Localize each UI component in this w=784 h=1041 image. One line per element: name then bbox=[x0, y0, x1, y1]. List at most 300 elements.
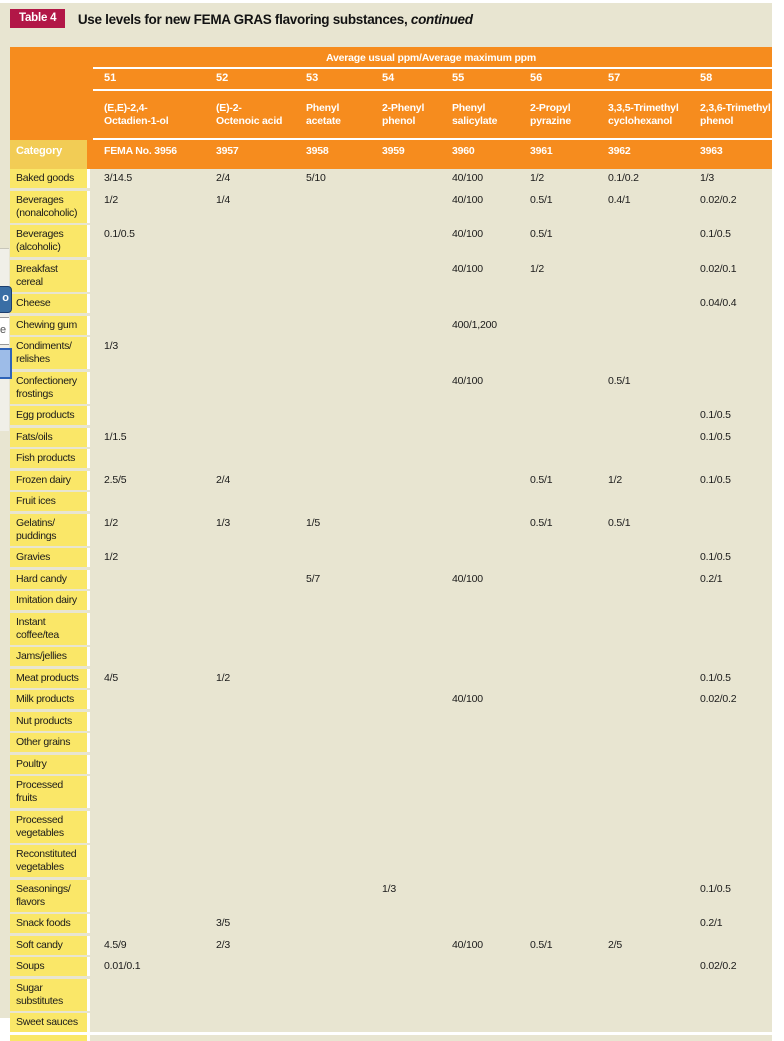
value-cell bbox=[202, 957, 292, 976]
table-row bbox=[10, 548, 772, 567]
value-cell bbox=[202, 845, 292, 877]
value-cell bbox=[516, 776, 594, 808]
value-cell: 40/100 bbox=[438, 260, 516, 292]
value-cell: 4/5 bbox=[90, 669, 202, 688]
value-cell: 40/100 bbox=[438, 191, 516, 223]
table-row bbox=[10, 979, 772, 1011]
value-cell bbox=[438, 514, 516, 546]
table-row bbox=[10, 669, 772, 688]
value-cell bbox=[594, 880, 686, 912]
value-cell bbox=[438, 880, 516, 912]
value-cell bbox=[594, 337, 686, 369]
value-cell bbox=[438, 811, 516, 843]
category-cell: Other grains bbox=[10, 733, 90, 752]
value-cell bbox=[594, 669, 686, 688]
value-cell bbox=[686, 647, 772, 666]
value-cell bbox=[516, 979, 594, 1011]
document-page bbox=[0, 3, 772, 1028]
value-cell bbox=[202, 1013, 292, 1032]
value-cell bbox=[292, 428, 368, 447]
value-cell bbox=[438, 591, 516, 610]
value-cell bbox=[292, 1013, 368, 1032]
value-cell: 1/4 bbox=[202, 191, 292, 223]
fema-number: 3959 bbox=[382, 145, 405, 157]
value-cell bbox=[90, 613, 202, 645]
value-cell bbox=[516, 733, 594, 752]
table-row bbox=[10, 260, 772, 292]
table-row bbox=[10, 492, 772, 511]
value-cell: 0.5/1 bbox=[516, 936, 594, 955]
category-cell: Processed fruits bbox=[10, 776, 90, 808]
value-cell bbox=[516, 613, 594, 645]
value-cell: 1/1.5 bbox=[90, 428, 202, 447]
value-cell bbox=[292, 957, 368, 976]
value-cell bbox=[438, 613, 516, 645]
table-row bbox=[10, 225, 772, 257]
value-cell bbox=[686, 712, 772, 731]
value-cell bbox=[368, 428, 438, 447]
value-cell bbox=[368, 548, 438, 567]
value-cell: 2/4 bbox=[202, 169, 292, 188]
substance-name-line2: phenol bbox=[382, 115, 416, 127]
value-cell: 3/5 bbox=[202, 914, 292, 933]
table-number-badge: Table 4 bbox=[10, 9, 65, 28]
value-cell: 0.2/1 bbox=[686, 914, 772, 933]
value-cell bbox=[686, 372, 772, 404]
category-cell: Soft candy bbox=[10, 936, 90, 955]
value-cell bbox=[292, 647, 368, 666]
value-cell bbox=[594, 957, 686, 976]
category-cell: Processed vegetables bbox=[10, 811, 90, 843]
table-row bbox=[10, 570, 772, 589]
fema-number: 3957 bbox=[216, 145, 239, 157]
category-column-header: Category bbox=[10, 140, 87, 169]
category-cell: Soups bbox=[10, 957, 90, 976]
value-cell: 0.5/1 bbox=[594, 514, 686, 546]
substance-name-line2: acetate bbox=[306, 115, 341, 127]
value-cell: 1/2 bbox=[90, 191, 202, 223]
value-cell bbox=[292, 712, 368, 731]
span-header: Average usual ppm/Average maximum ppm bbox=[325, 52, 537, 64]
value-cell bbox=[368, 914, 438, 933]
table-header-block bbox=[10, 47, 772, 169]
value-cell bbox=[438, 755, 516, 774]
value-cell bbox=[90, 690, 202, 709]
category-cell: Fish products bbox=[10, 449, 90, 468]
value-cell bbox=[686, 514, 772, 546]
value-cell bbox=[686, 337, 772, 369]
column-number: 57 bbox=[608, 72, 621, 84]
value-cell bbox=[686, 845, 772, 877]
value-cell bbox=[292, 845, 368, 877]
table-row bbox=[10, 936, 772, 955]
value-cell: 0.5/1 bbox=[516, 514, 594, 546]
table-row bbox=[10, 1013, 772, 1032]
value-cell: 0.02/0.1 bbox=[686, 260, 772, 292]
value-cell bbox=[292, 755, 368, 774]
value-cell bbox=[516, 880, 594, 912]
fema-number: 3958 bbox=[306, 145, 329, 157]
value-cell bbox=[516, 337, 594, 369]
background-button-fragment[interactable]: o bbox=[0, 286, 12, 313]
column-number: 55 bbox=[452, 72, 465, 84]
value-cell bbox=[292, 337, 368, 369]
table-row bbox=[10, 514, 772, 546]
value-cell bbox=[368, 449, 438, 468]
column-number: 58 bbox=[700, 72, 713, 84]
value-cell bbox=[368, 647, 438, 666]
table-row bbox=[10, 845, 772, 877]
value-cell bbox=[202, 712, 292, 731]
value-cell bbox=[368, 712, 438, 731]
value-cell: 1/3 bbox=[90, 337, 202, 369]
value-cell bbox=[438, 914, 516, 933]
fema-number: 3962 bbox=[608, 145, 631, 157]
value-cell: 40/100 bbox=[438, 372, 516, 404]
value-cell bbox=[292, 449, 368, 468]
value-cell bbox=[368, 613, 438, 645]
value-cell: 1/2 bbox=[516, 169, 594, 188]
category-cell: Baked goods bbox=[10, 169, 90, 188]
value-cell bbox=[292, 811, 368, 843]
table-row bbox=[10, 406, 772, 425]
fema-number: 3960 bbox=[452, 145, 475, 157]
value-cell bbox=[438, 776, 516, 808]
value-cell: 1/3 bbox=[368, 880, 438, 912]
table-row bbox=[10, 811, 772, 843]
value-cell bbox=[594, 979, 686, 1011]
value-cell bbox=[292, 776, 368, 808]
value-cell bbox=[90, 449, 202, 468]
value-cell: 40/100 bbox=[438, 570, 516, 589]
value-cell: 1/2 bbox=[594, 471, 686, 490]
value-cell bbox=[438, 337, 516, 369]
value-cell bbox=[292, 372, 368, 404]
value-cell: 0.1/0.5 bbox=[686, 225, 772, 257]
category-cell: Nut products bbox=[10, 712, 90, 731]
value-cell: 0.5/1 bbox=[516, 191, 594, 223]
value-cell: 1/2 bbox=[90, 514, 202, 546]
value-cell bbox=[516, 570, 594, 589]
value-cell bbox=[292, 260, 368, 292]
value-cell: 1/2 bbox=[90, 548, 202, 567]
substance-name-line2: pyrazine bbox=[530, 115, 571, 127]
value-cell bbox=[516, 957, 594, 976]
substance-name-line1: 3,3,5-Trimethyl bbox=[608, 102, 679, 114]
value-cell bbox=[368, 492, 438, 511]
value-cell bbox=[368, 514, 438, 546]
value-cell bbox=[292, 548, 368, 567]
category-cell: Sugar substitutes bbox=[10, 979, 90, 1011]
value-cell bbox=[368, 936, 438, 955]
value-cell bbox=[202, 316, 292, 335]
fema-numbers-row bbox=[10, 140, 772, 169]
substance-name bbox=[686, 102, 772, 138]
value-cell bbox=[368, 690, 438, 709]
table-row bbox=[10, 591, 772, 610]
table-row bbox=[10, 776, 772, 808]
value-cell bbox=[516, 647, 594, 666]
value-cell bbox=[202, 979, 292, 1011]
value-cell bbox=[202, 260, 292, 292]
value-cell bbox=[594, 428, 686, 447]
value-cell: 0.2/1 bbox=[686, 570, 772, 589]
value-cell: 2/5 bbox=[594, 936, 686, 955]
value-cell: 1/3 bbox=[686, 169, 772, 188]
value-cell bbox=[292, 669, 368, 688]
table-row bbox=[10, 191, 772, 223]
value-cell: 1/3 bbox=[202, 514, 292, 546]
value-cell bbox=[90, 733, 202, 752]
value-cell bbox=[368, 260, 438, 292]
value-cell bbox=[516, 712, 594, 731]
value-cell: 40/100 bbox=[438, 225, 516, 257]
value-cell bbox=[368, 733, 438, 752]
substance-name bbox=[594, 102, 686, 138]
value-cell bbox=[368, 669, 438, 688]
category-cell: Seasonings/ flavors bbox=[10, 880, 90, 912]
value-cell: 1/2 bbox=[202, 669, 292, 688]
value-cell bbox=[90, 712, 202, 731]
value-cell bbox=[292, 191, 368, 223]
category-cell: Fruit ices bbox=[10, 492, 90, 511]
value-cell bbox=[516, 755, 594, 774]
value-cell: 0.02/0.2 bbox=[686, 191, 772, 223]
value-cell: 0.04/0.4 bbox=[686, 294, 772, 313]
fema-number: FEMA No. 3956 bbox=[104, 145, 177, 157]
value-cell bbox=[90, 755, 202, 774]
column-number: 53 bbox=[306, 72, 319, 84]
value-cell bbox=[438, 712, 516, 731]
value-cell bbox=[202, 548, 292, 567]
value-cell bbox=[202, 613, 292, 645]
value-cell bbox=[516, 316, 594, 335]
value-cell bbox=[516, 669, 594, 688]
value-cell bbox=[516, 372, 594, 404]
table-row bbox=[10, 428, 772, 447]
value-cell bbox=[594, 647, 686, 666]
value-cell bbox=[202, 570, 292, 589]
value-cell bbox=[686, 979, 772, 1011]
value-cell bbox=[516, 294, 594, 313]
substance-name-line2: Octenoic acid bbox=[216, 115, 283, 127]
value-cell: 1/2 bbox=[516, 260, 594, 292]
category-cell: Sweet sauces bbox=[10, 1013, 90, 1032]
fema-number: 3963 bbox=[700, 145, 723, 157]
table-row bbox=[10, 914, 772, 933]
value-cell bbox=[686, 613, 772, 645]
value-cell bbox=[292, 294, 368, 313]
value-cell bbox=[202, 811, 292, 843]
substance-name bbox=[90, 102, 202, 138]
value-cell bbox=[516, 492, 594, 511]
value-cell bbox=[438, 548, 516, 567]
value-cell bbox=[686, 449, 772, 468]
value-cell bbox=[438, 647, 516, 666]
value-cell: 0.1/0.5 bbox=[90, 225, 202, 257]
value-cell bbox=[90, 570, 202, 589]
substance-name bbox=[368, 102, 438, 138]
value-cell bbox=[90, 492, 202, 511]
value-cell bbox=[686, 492, 772, 511]
table-row bbox=[10, 613, 772, 645]
category-cell: Fats/oils bbox=[10, 428, 90, 447]
column-number: 54 bbox=[382, 72, 395, 84]
value-cell bbox=[686, 936, 772, 955]
value-cell bbox=[438, 979, 516, 1011]
value-cell: 0.1/0.5 bbox=[686, 669, 772, 688]
value-cell bbox=[686, 776, 772, 808]
category-cell: Frozen dairy bbox=[10, 471, 90, 490]
value-cell: 0.5/1 bbox=[594, 372, 686, 404]
value-cell bbox=[686, 316, 772, 335]
table-row bbox=[10, 647, 772, 666]
value-cell: 0.1/0.2 bbox=[594, 169, 686, 188]
value-cell: 0.1/0.5 bbox=[686, 471, 772, 490]
value-cell bbox=[594, 776, 686, 808]
value-cell bbox=[438, 733, 516, 752]
value-cell bbox=[202, 647, 292, 666]
value-cell bbox=[594, 548, 686, 567]
value-cell bbox=[594, 755, 686, 774]
category-cell: Meat products bbox=[10, 669, 90, 688]
value-cell bbox=[594, 733, 686, 752]
value-cell bbox=[516, 690, 594, 709]
value-cell bbox=[438, 449, 516, 468]
table-title bbox=[70, 9, 473, 27]
value-cell bbox=[594, 406, 686, 425]
value-cell bbox=[202, 449, 292, 468]
value-cell bbox=[202, 776, 292, 808]
value-cell bbox=[516, 811, 594, 843]
substance-name-line2: cyclohexanol bbox=[608, 115, 673, 127]
value-cell bbox=[594, 570, 686, 589]
value-cell bbox=[368, 372, 438, 404]
value-cell bbox=[90, 591, 202, 610]
value-cell bbox=[594, 845, 686, 877]
category-cell: Snack foods bbox=[10, 914, 90, 933]
value-cell bbox=[438, 294, 516, 313]
value-cell: 2/4 bbox=[202, 471, 292, 490]
value-cell bbox=[686, 733, 772, 752]
value-cell bbox=[202, 492, 292, 511]
value-cell bbox=[438, 492, 516, 511]
column-numbers-row bbox=[10, 69, 772, 89]
table-row bbox=[10, 880, 772, 912]
value-cell bbox=[292, 316, 368, 335]
value-cell: 40/100 bbox=[438, 690, 516, 709]
substance-name-line1: (E)-2- bbox=[216, 102, 242, 114]
value-cell bbox=[686, 755, 772, 774]
value-cell bbox=[368, 406, 438, 425]
value-cell bbox=[202, 372, 292, 404]
substance-name-line1: 2,3,6-Trimethyl bbox=[700, 102, 771, 114]
table-row bbox=[10, 337, 772, 369]
table-row bbox=[10, 712, 772, 731]
value-cell bbox=[594, 690, 686, 709]
value-cell bbox=[594, 591, 686, 610]
substance-name bbox=[292, 102, 368, 138]
value-cell bbox=[516, 406, 594, 425]
value-cell bbox=[90, 260, 202, 292]
value-cell bbox=[438, 1013, 516, 1032]
bottom-strip-beige bbox=[90, 1035, 772, 1041]
table-row bbox=[10, 957, 772, 976]
value-cell bbox=[202, 406, 292, 425]
value-cell bbox=[292, 979, 368, 1011]
table-row bbox=[10, 449, 772, 468]
value-cell: 40/100 bbox=[438, 936, 516, 955]
value-cell bbox=[368, 1013, 438, 1032]
substance-name bbox=[516, 102, 594, 138]
value-cell bbox=[368, 316, 438, 335]
substance-names-row bbox=[10, 91, 772, 138]
table-row bbox=[10, 690, 772, 709]
category-cell: Instant coffee/tea bbox=[10, 613, 90, 645]
value-cell bbox=[292, 914, 368, 933]
value-cell bbox=[594, 492, 686, 511]
value-cell bbox=[438, 406, 516, 425]
value-cell bbox=[438, 669, 516, 688]
table-body bbox=[10, 169, 772, 1041]
substance-name-line2: salicylate bbox=[452, 115, 498, 127]
category-cell: Hard candy bbox=[10, 570, 90, 589]
fema-number: 3961 bbox=[530, 145, 553, 157]
substance-name-line2: phenol bbox=[700, 115, 734, 127]
value-cell: 0.1/0.5 bbox=[686, 548, 772, 567]
value-cell bbox=[292, 936, 368, 955]
table-row bbox=[10, 471, 772, 490]
category-cell: Gelatins/ puddings bbox=[10, 514, 90, 546]
table-row bbox=[10, 372, 772, 404]
value-cell: 2.5/5 bbox=[90, 471, 202, 490]
category-cell: Condiments/ relishes bbox=[10, 337, 90, 369]
table-bottom-strip bbox=[10, 1035, 772, 1041]
background-button2-fragment[interactable] bbox=[0, 348, 12, 379]
column-number: 51 bbox=[104, 72, 117, 84]
value-cell bbox=[368, 225, 438, 257]
substance-name-line1: Phenyl bbox=[452, 102, 486, 114]
value-cell bbox=[368, 471, 438, 490]
value-cell bbox=[90, 316, 202, 335]
value-cell bbox=[368, 191, 438, 223]
column-number: 52 bbox=[216, 72, 229, 84]
category-cell: Beverages (nonalcoholic) bbox=[10, 191, 90, 223]
value-cell: 0.02/0.2 bbox=[686, 690, 772, 709]
category-cell: Reconstituted vegetables bbox=[10, 845, 90, 877]
table-row bbox=[10, 294, 772, 313]
value-cell bbox=[594, 1013, 686, 1032]
value-cell bbox=[202, 690, 292, 709]
substance-name bbox=[202, 102, 292, 138]
value-cell bbox=[292, 471, 368, 490]
value-cell bbox=[686, 811, 772, 843]
value-cell bbox=[686, 1013, 772, 1032]
value-cell bbox=[90, 979, 202, 1011]
value-cell bbox=[292, 733, 368, 752]
table-title-continued: continued bbox=[410, 12, 473, 27]
column-number-spacer bbox=[10, 72, 90, 89]
value-cell bbox=[368, 957, 438, 976]
substance-name bbox=[438, 102, 516, 138]
value-cell bbox=[594, 294, 686, 313]
value-cell bbox=[292, 880, 368, 912]
value-cell bbox=[516, 845, 594, 877]
category-cell: Chewing gum bbox=[10, 316, 90, 335]
value-cell bbox=[594, 260, 686, 292]
value-cell bbox=[202, 755, 292, 774]
value-cell: 3/14.5 bbox=[90, 169, 202, 188]
